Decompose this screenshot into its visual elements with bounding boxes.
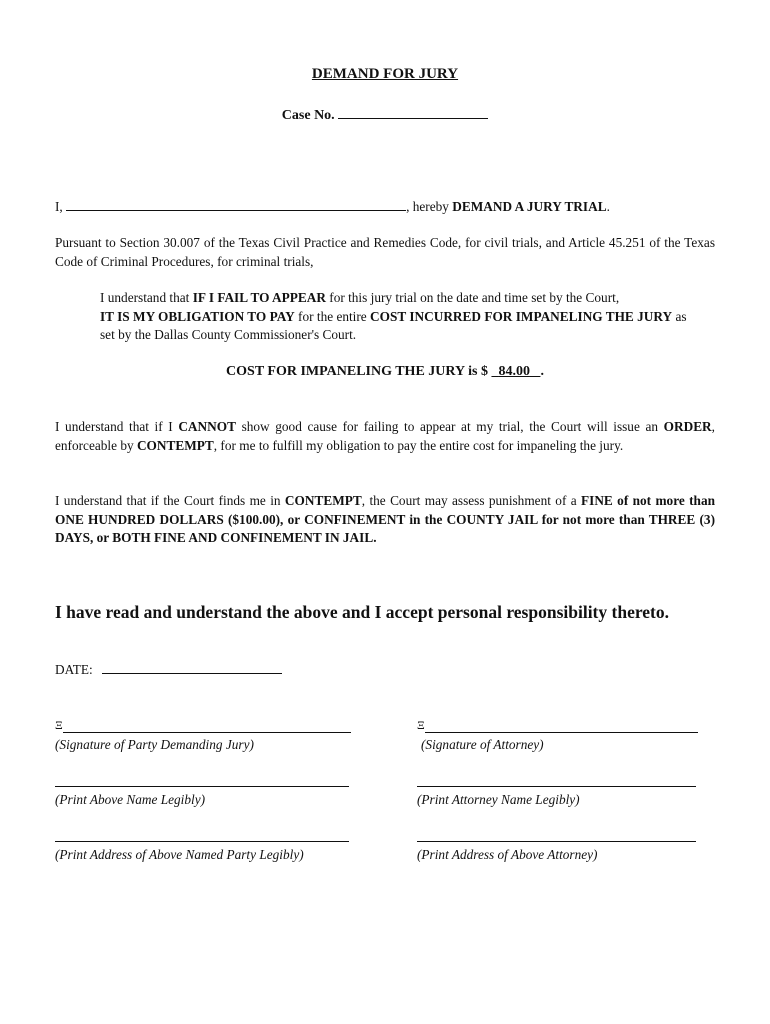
party-signature-line[interactable] (63, 732, 351, 733)
date-field[interactable] (102, 661, 282, 674)
party-address-label: (Print Address of Above Named Party Legibly) (55, 847, 304, 862)
cost-amount: 84.00 (498, 364, 530, 379)
demanding-party-name-field[interactable] (66, 198, 406, 211)
attorney-name-label: (Print Attorney Name Legibly) (417, 792, 580, 807)
party-signature-label: (Signature of Party Demanding Jury) (55, 737, 254, 752)
attorney-address-line[interactable] (417, 841, 696, 842)
demand-statement: I, , hereby DEMAND A JURY TRIAL. (55, 199, 610, 214)
cost-statement: COST FOR IMPANELING THE JURY is $ 84.00 . (226, 364, 544, 379)
sign-here-mark: Ξ (417, 718, 425, 732)
attorney-signature-line[interactable] (425, 732, 698, 733)
contempt-order-paragraph: I understand that if I CANNOT show good cause for failing to appear at my trial, the Court will issue an ORDER, enforceable by CONTEMPT, for me to fulfill my obligation to pay the entire cost for impaneling the jury. (55, 419, 715, 453)
document-title: DEMAND FOR JURY (311, 66, 459, 82)
date-row (55, 661, 282, 678)
date-label: DATE: (55, 662, 93, 677)
attorney-address-label: (Print Address of Above Attorney) (417, 847, 598, 862)
obligation-paragraph: I understand that IF I FAIL TO APPEAR for this jury trial on the date and time set by the Court, IT IS MY OBLIGATION TO PAY for the entire COST INCURRED FOR IMPANELING THE JURY as set by the Dallas County Commissioner's Court. (100, 290, 687, 342)
contempt-punishment-paragraph: I understand that if the Court finds me in CONTEMPT, the Court may assess punishment of a FINE of not more than ONE HUNDRED DOLLARS ($100.00), or CONFINEMENT in the COUNTY JAIL for not more than THREE (3) DAYS, or BOTH FINE AND CONFINEMENT IN JAIL. (55, 493, 715, 545)
party-name-label: (Print Above Name Legibly) (55, 792, 206, 807)
sign-here-mark: Ξ (55, 718, 63, 732)
pursuant-paragraph: Pursuant to Section 30.007 of the Texas Civil Practice and Remedies Code, for civil trials, and Article 45.251 of the Texas Code of Criminal Procedures, for criminal trials, (55, 235, 715, 269)
party-name-line[interactable] (55, 786, 349, 787)
attorney-signature-label: (Signature of Attorney) (421, 737, 544, 752)
case-number-row (0, 106, 770, 124)
attorney-name-line[interactable] (417, 786, 696, 787)
acceptance-statement: I have read and understand the above and I accept personal responsibility thereto. (55, 602, 670, 622)
case-number-field[interactable] (338, 106, 488, 119)
case-number-label: Case No. (281, 108, 335, 123)
party-address-line[interactable] (55, 841, 349, 842)
